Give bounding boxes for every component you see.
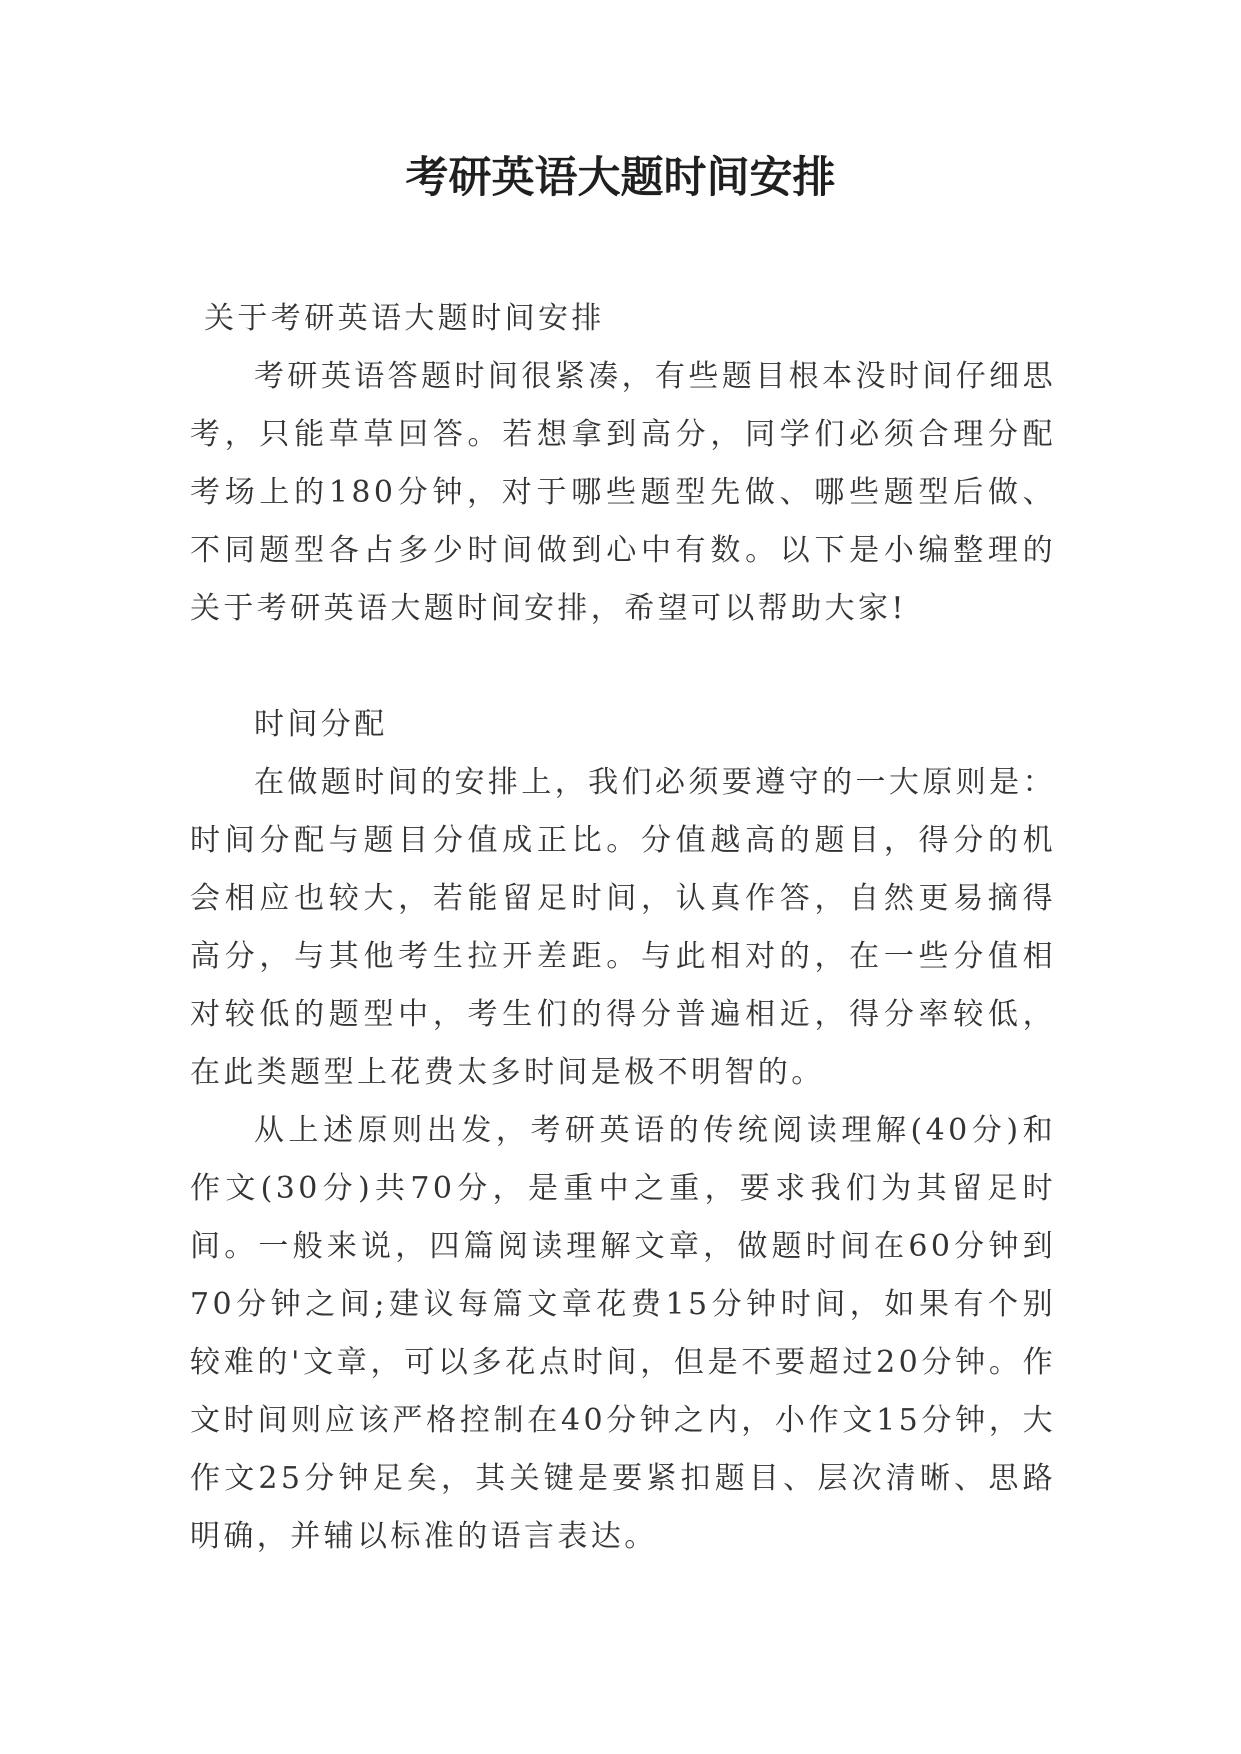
principle-paragraph: 在做题时间的安排上，我们必须要遵守的一大原则是：时间分配与题目分值成正比。分值越高的题目，得分的机会相应也较大，若能留足时间，认真作答，自然更易摘得高分，与其他考生拉开差距。与此相对的，在一些分值相对较低的题型中，考生们的得分普遍相近，得分率较低，在此类题型上花费太多时间是极不明智的。: [190, 765, 1056, 1090]
subtitle-paragraph: 关于考研英语大题时间安排: [204, 301, 605, 336]
document-title: 考研英语大题时间安排: [405, 153, 836, 203]
allocation-paragraph: 从上述原则出发，考研英语的传统阅读理解(40分)和作文(30分)共70分，是重中之重，要求我们为其留足时间。一般来说，四篇阅读理解文章，做题时间在60分钟到70分钟之间;建议每篇文章花费15分钟时间，如果有个别较难的'文章，可以多花点时间，但是不要超过20分钟。作文时间则应该严格控制在40分钟之内，小作文15分钟，大作文25分钟足矣，其关键是要紧扣题目、层次清晰、思路明确，并辅以标准的语言表达。: [190, 1113, 1056, 1554]
intro-paragraph: 考研英语答题时间很紧凑，有些题目根本没时间仔细思考，只能草草回答。若想拿到高分，同学们必须合理分配考场上的180分钟，对于哪些题型先做、哪些题型后做、不同题型各占多少时间做到心中有数。以下是小编整理的关于考研英语大题时间安排，希望可以帮助大家!: [190, 359, 1056, 626]
section-heading: 时间分配: [254, 707, 388, 742]
document-body: [190, 290, 1056, 1566]
